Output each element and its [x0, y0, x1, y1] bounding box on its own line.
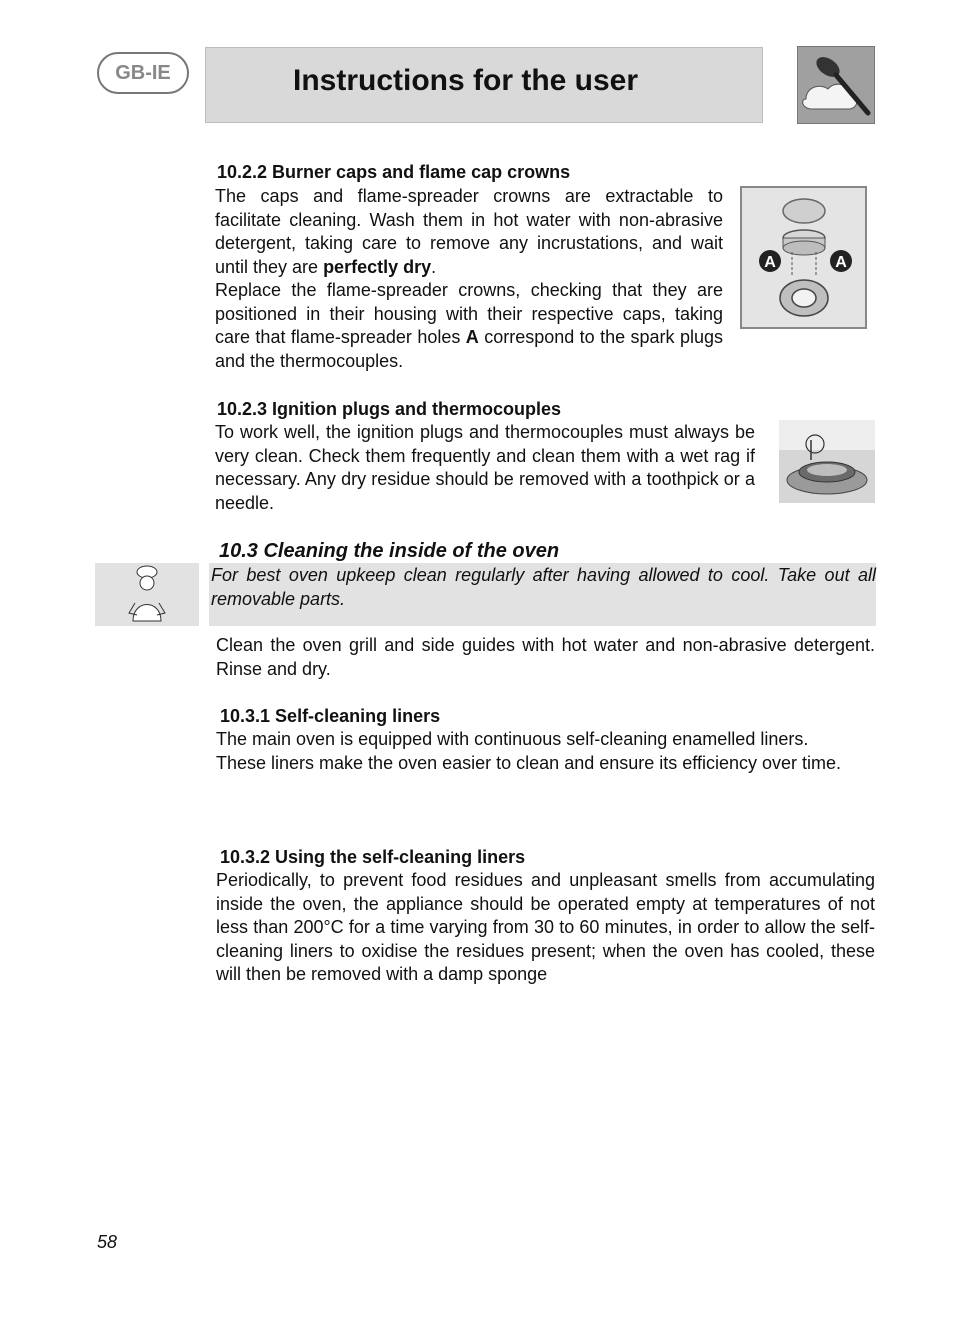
region-badge	[97, 52, 189, 94]
page-title: Instructions for the user	[293, 64, 639, 97]
section-10-3-1-body	[216, 728, 875, 775]
figure-label-a-right: A	[835, 254, 847, 271]
region-badge-label: GB-IE	[115, 61, 171, 84]
paragraph	[215, 279, 723, 373]
paragraph: These liners make the oven easier to clean and ensure its efficiency over time.	[216, 752, 841, 773]
chef-icon	[95, 563, 199, 626]
chef-spoon-logo	[797, 46, 875, 124]
section-heading-10-2-3: 10.2.3 Ignition plugs and thermocouples	[217, 399, 562, 419]
figure-label-a-left: A	[764, 254, 776, 271]
text-run: .	[431, 256, 437, 277]
bold-text: A	[465, 327, 479, 347]
chef-note-panel	[95, 563, 199, 626]
section-heading-10-3: 10.3 Cleaning the inside of the oven	[219, 540, 560, 562]
section-10-2-3-body: To work well, the ignition plugs and thermocouples must always be very clean. Check them frequently and clean them with a wet rag if necessary. Any dry residue should be removed with a toothpick or a needle.	[215, 422, 755, 513]
text-run: Replace the flame-spreader crowns, checking that they are positioned in their housing with their respective caps, taking care that flame-spreader holes	[215, 280, 723, 347]
paragraph: The main oven is equipped with continuous self-cleaning enamelled liners.	[216, 729, 809, 749]
section-heading-10-3-2: 10.3.2 Using the self-cleaning liners	[220, 847, 526, 867]
section-10-2-2-body	[215, 185, 723, 373]
ignition-plug-illustration	[779, 420, 875, 503]
section-heading-10-3-1: 10.3.1 Self-cleaning liners	[220, 706, 441, 726]
ignition-plug-figure	[779, 420, 875, 503]
paragraph	[215, 185, 723, 279]
text-run: correspond to the spark plugs and the thermocouples.	[215, 327, 723, 371]
page-number: 58	[97, 1232, 118, 1252]
bold-text: perfectly dry	[323, 256, 432, 277]
burner-cap-illustration	[742, 188, 865, 327]
oven-upkeep-note: For best oven upkeep clean regularly after having allowed to cool. Take out all removable parts.	[211, 565, 876, 609]
section-heading-10-2-2: 10.2.2 Burner caps and flame cap crowns	[217, 162, 571, 182]
section-10-3-body: Clean the oven grill and side guides with hot water and non-abrasive detergent. Rinse and dry.	[216, 635, 875, 679]
burner-cap-figure	[740, 186, 867, 329]
spoon-icon	[798, 47, 874, 123]
section-10-3-2-body: Periodically, to prevent food residues and unpleasant smells from accumulating inside the oven, the appliance should be operated empty at temperatures of not less than 200°C for a time varying from 30 to 60 minutes, in order to allow the self-cleaning liners to oxidise the residues present; when the oven has cooled, these will then be removed with a damp sponge	[216, 870, 875, 984]
text-run: The caps and flame-spreader crowns are extractable to facilitate cleaning. Wash them in hot water with non-abrasive detergent, taking care to remove any incrustations, and wait until they are	[215, 186, 723, 277]
